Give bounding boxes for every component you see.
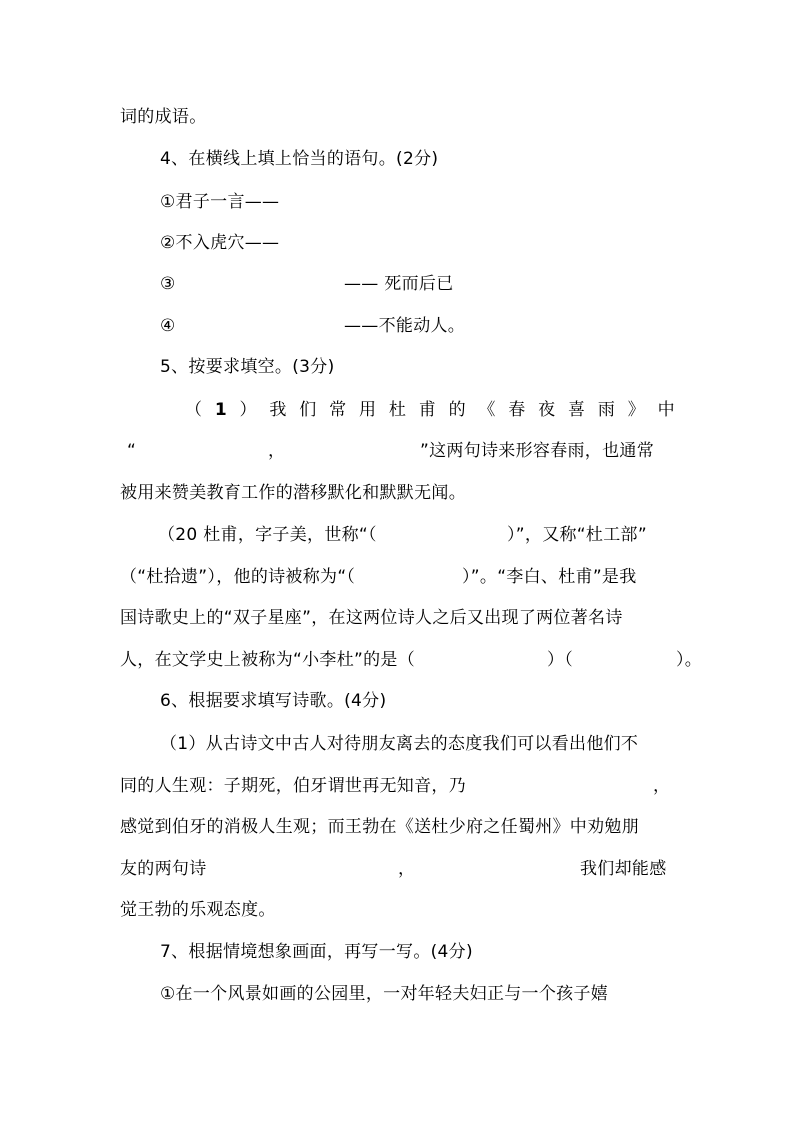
question-6-heading: 6、根据要求填写诗歌。(4分) [160, 691, 387, 711]
text-line: （20 杜甫，字子美，世称“（ [158, 525, 377, 545]
text-line: ）（ [547, 650, 574, 670]
char: 的 [448, 400, 466, 420]
text-line: ——不能动人。 [344, 316, 466, 336]
char: ） [239, 400, 257, 420]
text-line: “ [127, 441, 137, 461]
text-line: 我们却能感 [580, 859, 667, 879]
text-line: ， [268, 441, 286, 461]
char: 用 [358, 400, 377, 420]
char: 《 [478, 400, 496, 420]
text-line: 被用来赞美教育工作的潜移默化和默默无闻。 [120, 483, 466, 503]
char: 中 [657, 400, 675, 420]
text-line: ①在一个风景如画的公园里，一对年轻夫妇正与一个孩子嬉 [160, 984, 609, 1004]
text-line: ②不入虎穴—— [160, 233, 280, 253]
text-line: ）”，又称“杜工部” [507, 525, 647, 545]
text-line: 感觉到伯牙的消极人生观；而王勃在《送杜少府之任蜀州》中劝勉朋 [120, 817, 639, 837]
text-line: （1）从古诗文中古人对待朋友离去的态度我们可以看出他们不 [160, 734, 639, 754]
text-line: 人，在文学史上被称为“小李杜”的是（ [120, 650, 416, 670]
char: 夜 [538, 400, 556, 420]
text-line: ， [398, 859, 416, 879]
char: 我 [269, 400, 287, 420]
text-line: ）。 [676, 650, 703, 670]
char: 杜 [388, 400, 407, 420]
question-5-heading: 5、按要求填空。(3分) [160, 357, 335, 377]
text-line: —— 死而后已 [344, 274, 454, 294]
justified-line [185, 399, 675, 421]
text-line: ”这两句诗来形容春雨，也通常 [420, 441, 655, 461]
text-line: 同的人生观：子期死，伯牙谓世再无知音，乃 [120, 776, 466, 796]
char: 甫 [418, 400, 437, 420]
text-line: （“杜拾遗”），他的诗被称为“（ [120, 567, 356, 587]
text-line: ④ [160, 316, 176, 336]
text-line: ， [653, 776, 671, 796]
question-4-heading: 4、在横线上填上恰当的语句。(2分) [160, 149, 439, 169]
text-line: 觉王勃的乐观态度。 [120, 900, 276, 920]
question-7-heading: 7、根据情境想象画面，再写一写。(4分) [160, 942, 473, 962]
text-line: 国诗歌史上的“双子星座”，在这两位诗人之后又出现了两位著名诗 [120, 608, 623, 628]
text-line: 友的两句诗 [120, 859, 207, 879]
char: 喜 [568, 400, 586, 420]
text-line: ①君子一言—— [160, 192, 280, 212]
text-line: ）”。“李白、杜甫”是我 [462, 567, 637, 587]
char: 们 [299, 400, 317, 420]
char: 》 [627, 400, 646, 420]
char: 1 [214, 400, 227, 420]
char: （ [185, 400, 203, 420]
text-line: 词的成语。 [120, 107, 207, 127]
char: 雨 [597, 400, 616, 420]
char: 常 [329, 400, 347, 420]
char: 春 [508, 400, 526, 420]
text-line: ③ [160, 274, 176, 294]
